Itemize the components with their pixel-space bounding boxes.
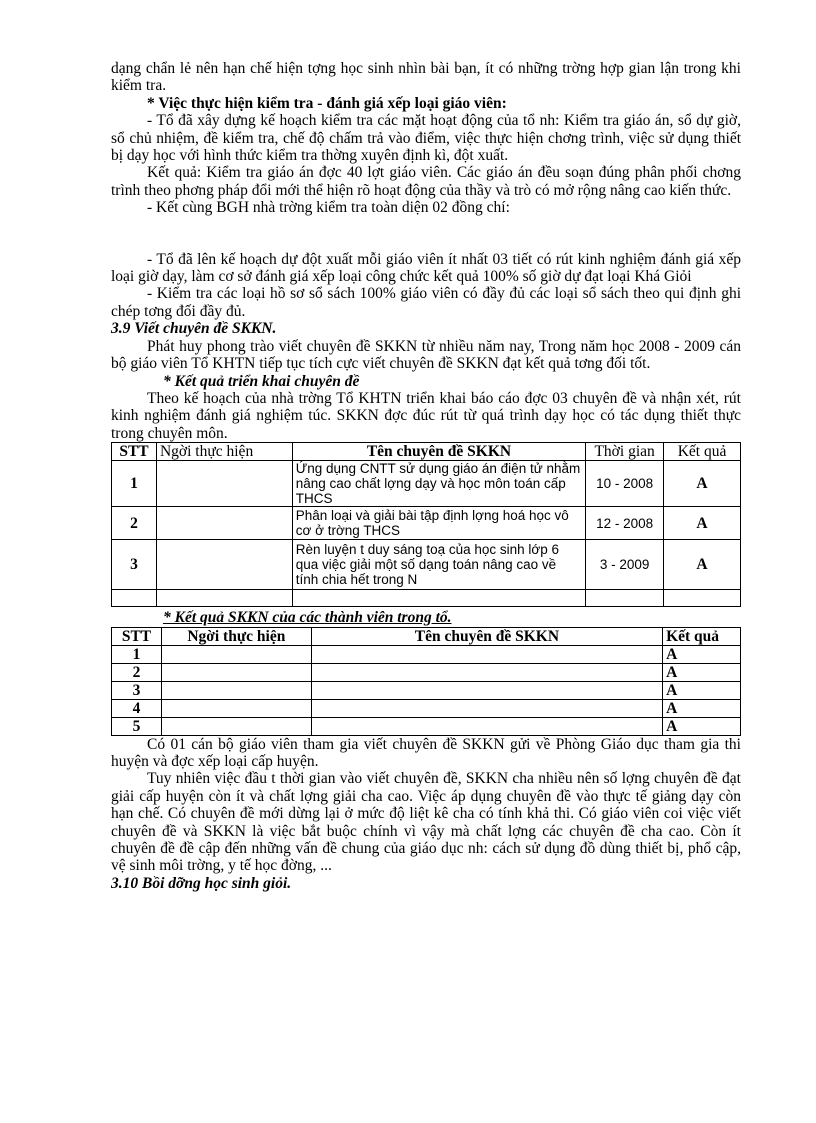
header-person: Ngời thực hiện bbox=[161, 627, 311, 645]
table-header-row bbox=[112, 627, 741, 645]
cell-topic: Rèn luyện t duy sáng toạ của học sinh lớp 6 qua việc giải một số dạng toán nâng cao về tính chia hết trong N bbox=[292, 540, 585, 590]
table-row bbox=[112, 681, 741, 699]
cell-person bbox=[156, 507, 292, 540]
cell-stt: 3 bbox=[112, 681, 162, 699]
cell-topic bbox=[311, 717, 662, 735]
section-heading-3-10: 3.10 Bồi dỡng học sinh giỏi. bbox=[111, 874, 292, 892]
cell-result: A bbox=[663, 663, 741, 681]
cell-person bbox=[161, 717, 311, 735]
cell-stt: 4 bbox=[112, 699, 162, 717]
heading-teacher-evaluation: * Việc thực hiện kiểm tra - đánh giá xếp loại giáo viên: bbox=[147, 94, 507, 112]
cell-empty bbox=[292, 590, 585, 607]
paragraph-surprise-observation: - Tổ đã lên kế hoạch dự đột xuất mỗi giáo viên ít nhất 03 tiết có rút kinh nghiệm đánh giá xếp loại giờ dạy, làm cơ sở đánh giá xếp loại công chức kết quả 100% số giờ dự đạt loại Khá Giỏi bbox=[111, 250, 741, 286]
header-time: Thời gian bbox=[586, 443, 664, 461]
cell-person bbox=[161, 663, 311, 681]
heading-member-results: * Kết quả SKKN của các thành viên trong tổ. bbox=[163, 609, 452, 627]
cell-stt: 1 bbox=[112, 461, 157, 507]
table-row bbox=[112, 540, 741, 590]
paragraph-limitations: Tuy nhiên việc đầu t thời gian vào viết chuyên đề, SKKN cha nhiều nên số lợng chuyên đề đạt giải cấp huyện còn ít và chất lợng giải cha cao. Việc áp dụng chuyên đề vào thực tế giảng dạy còn hạn chế. Có chuyên đề mới dừng lại ở mức độ liệt kê cha có tính khả thi. Có giáo viên coi việc viết chuyên đề và SKKN là việc bắt buộc chính vì vậy mà chất lợng các chuyên đề cha cao. Còn ít chuyên đề đề cập đến những vấn đề chung của giáo dục nh: cách sử dụng đồ dùng thiết bị, phổ cập, vệ sinh môi trờng, y tế học đờng, ... bbox=[111, 770, 741, 875]
header-topic: Tên chuyên đề SKKN bbox=[292, 443, 585, 461]
header-result: Kết quả bbox=[664, 443, 741, 461]
cell-topic bbox=[311, 645, 662, 663]
cell-stt: 1 bbox=[112, 645, 162, 663]
header-stt: STT bbox=[112, 443, 157, 461]
paragraph-inspection-plan: - Tổ đã xây dựng kế hoạch kiểm tra các mặt hoạt động của tổ nh: Kiểm tra giáo án, sổ dự giờ, sổ chủ nhiệm, đề kiểm tra, chế độ chấm trả vào điểm, việc thực hiện chơng trình, việc sử dụng thiết bị dạy học với hình thức kiểm tra thờng xuyên định kì, đột xuất. bbox=[111, 112, 741, 165]
table-row bbox=[112, 507, 741, 540]
cell-empty bbox=[112, 590, 157, 607]
section-heading-3-9: 3.9 Viết chuyên đề SKKN. bbox=[111, 320, 277, 338]
cell-time: 12 - 2008 bbox=[586, 507, 664, 540]
cell-result: A bbox=[663, 645, 741, 663]
cell-person bbox=[161, 699, 311, 717]
cell-topic: Phân loại và giải bài tập định lợng hoá học vô cơ ở trờng THCS bbox=[292, 507, 585, 540]
table-row bbox=[112, 717, 741, 735]
cell-time: 10 - 2008 bbox=[586, 461, 664, 507]
header-person: Ngời thực hiện bbox=[156, 443, 292, 461]
cell-topic bbox=[311, 681, 662, 699]
paragraph-records-check: - Kiểm tra các loại hồ sơ sổ sách 100% giáo viên có đầy đủ các loại sổ sách theo qui định ghi chép tơng đối đầy đủ. bbox=[111, 285, 741, 320]
topics-table bbox=[111, 442, 741, 607]
paragraph-district-submission: Có 01 cán bộ giáo viên tham gia viết chuyên đề SKKN gửi về Phòng Giáo dục tham gia thi huyện và đợc xếp loại cấp huyện. bbox=[111, 735, 741, 770]
cell-stt: 3 bbox=[112, 540, 157, 590]
cell-result: A bbox=[664, 507, 741, 540]
heading-topic-results: * Kết quả triển khai chuyên đề bbox=[163, 372, 360, 390]
table-row-empty bbox=[112, 590, 741, 607]
cell-time: 3 - 2009 bbox=[586, 540, 664, 590]
table-row bbox=[112, 663, 741, 681]
cell-stt: 5 bbox=[112, 717, 162, 735]
cell-stt: 2 bbox=[112, 507, 157, 540]
document-page bbox=[111, 60, 741, 892]
cell-person bbox=[161, 681, 311, 699]
cell-result: A bbox=[664, 540, 741, 590]
paragraph-exam-note: dạng chẩn lẻ nên hạn chế hiện tợng học sinh nhìn bài bạn, ít có những trờng hợp gian lận trong khi kiểm tra. bbox=[111, 60, 741, 95]
table-row bbox=[112, 699, 741, 717]
paragraph-skkn-intro: Phát huy phong trào viết chuyên đề SKKN từ nhiều năm nay, Trong năm học 2008 - 2009 cán bộ giáo viên Tổ KHTN tiếp tục tích cực viết chuyên đề SKKN đạt kết quả tơng đối tốt. bbox=[111, 337, 741, 373]
cell-stt: 2 bbox=[112, 663, 162, 681]
cell-topic: Ứng dụng CNTT sử dụng giáo án điện tử nhằm nâng cao chất lợng dạy và học môn toán cấp THCS bbox=[292, 461, 585, 507]
header-stt: STT bbox=[112, 627, 162, 645]
cell-result: A bbox=[664, 461, 741, 507]
cell-result: A bbox=[663, 681, 741, 699]
cell-topic bbox=[311, 699, 662, 717]
cell-result: A bbox=[663, 699, 741, 717]
table-header-row bbox=[112, 443, 741, 461]
member-results-table bbox=[111, 627, 741, 736]
paragraph-inspection-result: Kết quả: Kiểm tra giáo án đợc 40 lợt giáo viên. Các giáo án đều soạn đúng phân phối chơng trình theo phơng pháp đổi mới thể hiện rõ hoạt động của thầy và trò có mở rộng nâng cao kiến thức. bbox=[111, 164, 741, 199]
paragraph-comprehensive-check: - Kết cùng BGH nhà trờng kiểm tra toàn diện 02 đồng chí: bbox=[147, 199, 510, 217]
cell-person bbox=[161, 645, 311, 663]
table-row bbox=[112, 645, 741, 663]
header-topic: Tên chuyên đề SKKN bbox=[311, 627, 662, 645]
header-result: Kết quả bbox=[663, 627, 741, 645]
cell-person bbox=[156, 540, 292, 590]
cell-empty bbox=[156, 590, 292, 607]
cell-person bbox=[156, 461, 292, 507]
cell-result: A bbox=[663, 717, 741, 735]
cell-topic bbox=[311, 663, 662, 681]
cell-empty bbox=[664, 590, 741, 607]
table-row bbox=[112, 461, 741, 507]
paragraph-topic-plan: Theo kế hoạch của nhà trờng Tổ KHTN triển khai báo cáo đợc 03 chuyên đề và nhận xét, rút kinh nghiệm đánh giá nghiệm túc. SKKN đợc đúc rút từ quá trình dạy học có tác dụng thiết thực trong chuyên môn. bbox=[111, 389, 741, 442]
cell-empty bbox=[586, 590, 664, 607]
blank-space bbox=[111, 217, 741, 251]
